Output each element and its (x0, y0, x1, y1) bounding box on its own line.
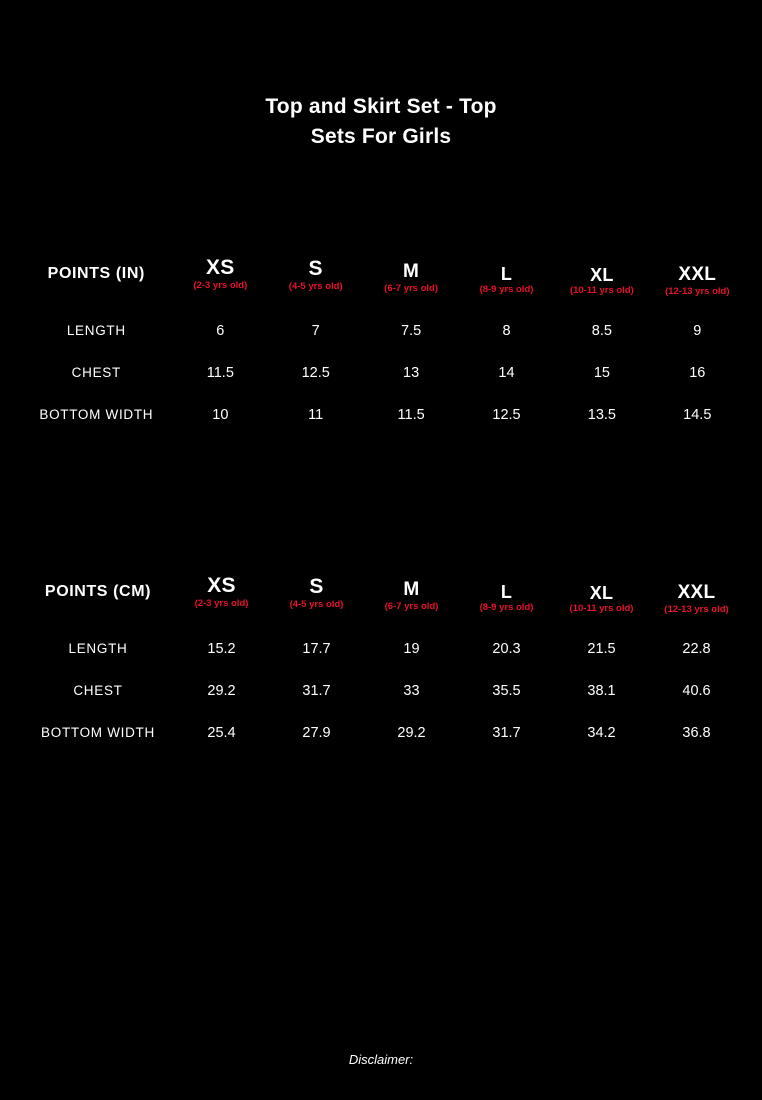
table-row (22, 628, 744, 670)
cell-length-m: 19 (403, 641, 420, 657)
cell-chest-l: 14 (498, 365, 515, 381)
column-age-label: (8-9 yrs old) (479, 602, 534, 614)
column-header-xl (554, 238, 649, 310)
cell-chest-s: 12.5 (301, 365, 330, 381)
cell-chest-m: 13 (403, 365, 420, 381)
cell-bottom-width-xl: 34.2 (587, 725, 616, 741)
cell-chest-xxl: 40.6 (682, 683, 711, 699)
column-header-xl (554, 556, 649, 628)
row-label-chest: CHEST (71, 365, 121, 380)
column-header-xs (174, 556, 269, 628)
column-header-l (459, 556, 554, 628)
row-label-length: LENGTH (66, 323, 126, 338)
column-header-s (268, 238, 363, 310)
cell-bottom-width-xxl: 36.8 (682, 725, 711, 741)
cell-chest-xxl: 16 (689, 365, 706, 381)
column-age-label: (2-3 yrs old) (193, 280, 248, 292)
column-size-label: XL (590, 264, 614, 285)
column-size-label: S (308, 256, 323, 280)
cell-bottom-width-s: 11 (308, 407, 324, 423)
column-age-label: (4-5 yrs old) (288, 281, 343, 293)
table-corner-label: POINTS (IN) (47, 265, 145, 282)
cell-length-m: 7.5 (401, 323, 422, 339)
cell-chest-xs: 29.2 (207, 683, 236, 699)
page-title-line-2: Sets For Girls (310, 125, 452, 148)
cell-chest-s: 31.7 (302, 683, 331, 699)
column-header-s (269, 556, 364, 628)
column-size-label: L (500, 263, 513, 284)
column-size-label: L (500, 581, 513, 602)
column-size-label: XL (589, 582, 614, 603)
cell-bottom-width-m: 29.2 (397, 725, 426, 741)
cell-length-s: 7 (311, 323, 320, 339)
column-header-m (363, 238, 458, 310)
table-row (20, 394, 745, 436)
table-row (22, 670, 744, 712)
column-header-xs (173, 238, 268, 310)
column-header-l (459, 238, 554, 310)
row-label-length: LENGTH (68, 641, 128, 656)
column-age-label: (2-3 yrs old) (194, 598, 249, 610)
column-size-label: XS (207, 573, 236, 597)
cell-bottom-width-xxl: 14.5 (683, 407, 712, 423)
column-age-label: (10-11 yrs old) (569, 285, 634, 297)
column-age-label: (6-7 yrs old) (384, 600, 439, 612)
cell-length-xs: 6 (216, 323, 225, 339)
cell-length-xxl: 9 (693, 323, 702, 339)
cell-length-l: 20.3 (492, 641, 521, 657)
cell-chest-xl: 38.1 (587, 683, 616, 699)
page-title (0, 92, 762, 152)
column-age-label: (12-13 yrs old) (665, 285, 730, 297)
size-table-inches (20, 238, 745, 436)
cell-chest-l: 35.5 (492, 683, 521, 699)
table-header-row (20, 238, 745, 310)
cell-length-xl: 21.5 (587, 641, 616, 657)
size-table-centimeters (22, 556, 744, 754)
cell-bottom-width-l: 31.7 (492, 725, 521, 741)
column-size-label: XXL (677, 582, 716, 604)
cell-bottom-width-xs: 25.4 (207, 725, 236, 741)
cell-length-l: 8 (502, 323, 511, 339)
column-size-label: S (309, 574, 324, 598)
cell-bottom-width-l: 12.5 (492, 407, 521, 423)
column-age-label: (12-13 yrs old) (664, 603, 729, 615)
cell-bottom-width-xl: 13.5 (587, 407, 616, 423)
column-age-label: (4-5 yrs old) (289, 599, 344, 611)
cell-length-xl: 8.5 (591, 323, 612, 339)
column-age-label: (10-11 yrs old) (569, 603, 634, 615)
cell-length-xxl: 22.8 (682, 641, 711, 657)
row-label-bottom-width: BOTTOM WIDTH (39, 407, 154, 422)
cell-bottom-width-m: 11.5 (397, 407, 425, 423)
page-title-line-1: Top and Skirt Set - Top (265, 95, 497, 118)
cell-bottom-width-xs: 10 (212, 407, 229, 423)
column-header-m (364, 556, 459, 628)
column-size-label: M (403, 579, 420, 601)
column-size-label: XS (206, 255, 235, 279)
table-row (20, 310, 745, 352)
column-age-label: (8-9 yrs old) (479, 284, 534, 296)
cell-chest-xs: 11.5 (206, 365, 234, 381)
column-age-label: (6-7 yrs old) (384, 282, 439, 294)
cell-chest-m: 33 (403, 683, 420, 699)
table-row (20, 352, 745, 394)
cell-length-s: 17.7 (302, 641, 331, 657)
column-header-xxl (649, 556, 744, 628)
table-header-row (22, 556, 744, 628)
table-corner-label: POINTS (CM) (44, 583, 152, 600)
cell-length-xs: 15.2 (207, 641, 236, 657)
column-size-label: M (403, 261, 420, 283)
cell-chest-xl: 15 (593, 365, 610, 381)
column-header-xxl (650, 238, 745, 310)
cell-bottom-width-s: 27.9 (302, 725, 331, 741)
column-size-label: XXL (678, 264, 717, 286)
row-label-chest: CHEST (73, 683, 123, 698)
table-row (22, 712, 744, 754)
row-label-bottom-width: BOTTOM WIDTH (41, 725, 155, 740)
disclaimer-text: Disclaimer: (348, 1052, 414, 1067)
